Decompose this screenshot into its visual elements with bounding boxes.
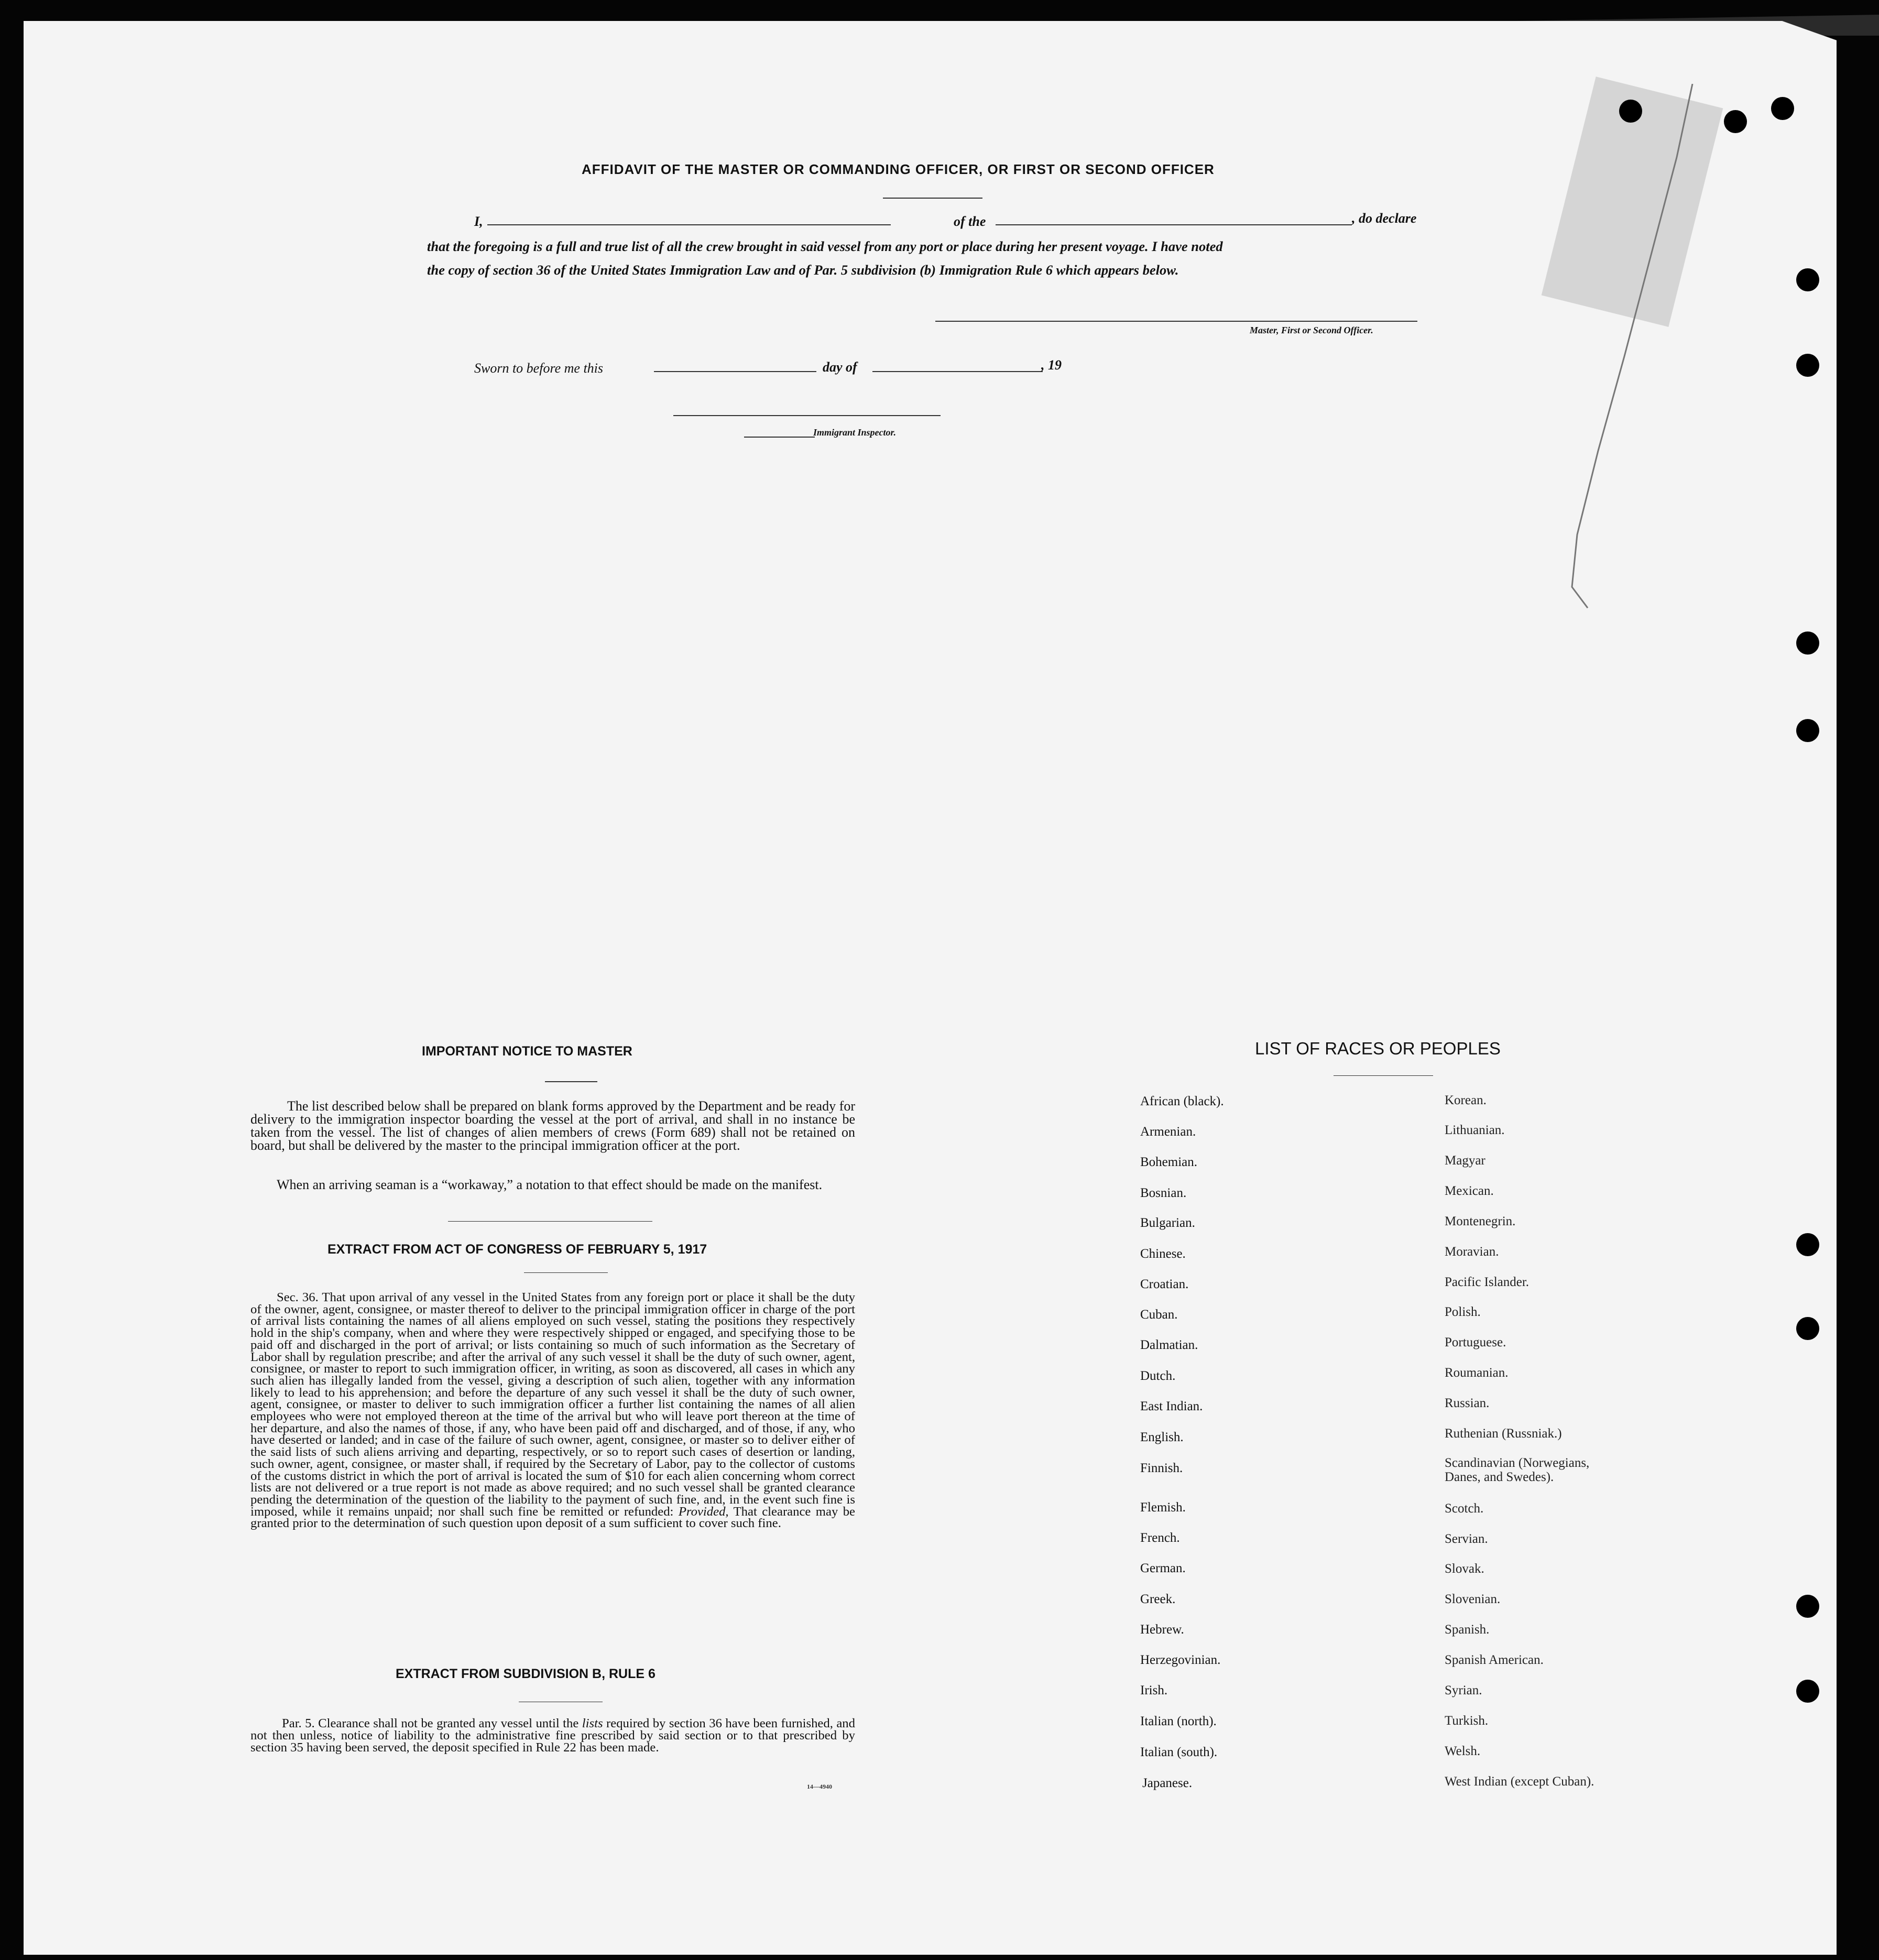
- race-item: Scotch.: [1445, 1501, 1484, 1516]
- race-item: Bohemian.: [1140, 1155, 1198, 1169]
- race-item: Croatian.: [1140, 1277, 1189, 1291]
- affidavit-title: AFFIDAVIT OF THE MASTER OR COMMANDING OFFICER, OR FIRST OR SECOND OFFICER: [582, 161, 1215, 177]
- inspector-name-field[interactable]: [744, 437, 815, 438]
- section-36-end: That clearance may be granted prior to the determination of such question upon deposit of a sum sufficient to cover such fine.: [250, 1504, 856, 1531]
- race-item: Welsh.: [1445, 1744, 1481, 1758]
- race-item: Irish.: [1140, 1683, 1168, 1697]
- race-item: Italian (north).: [1140, 1714, 1217, 1728]
- race-item: Slovenian.: [1445, 1592, 1501, 1606]
- race-item: Chinese.: [1140, 1247, 1186, 1261]
- sworn-month-field[interactable]: [872, 371, 1043, 372]
- extract-rule-title: EXTRACT FROM SUBDIVISION B, RULE 6: [396, 1667, 656, 1681]
- section-36-label: Sec. 36.: [277, 1290, 319, 1304]
- vessel-field[interactable]: [996, 224, 1352, 225]
- race-item: East Indian.: [1140, 1399, 1203, 1413]
- signature-field[interactable]: [935, 321, 1417, 322]
- race-item: Dutch.: [1140, 1369, 1176, 1383]
- affidavit-i-label: I,: [474, 214, 483, 229]
- race-item: Scandinavian (Norwegians, Danes, and Swedes).: [1445, 1456, 1590, 1484]
- race-item: Finnish.: [1140, 1461, 1183, 1475]
- day-of-label: day of: [823, 360, 857, 375]
- punch-hole: [1796, 1317, 1819, 1340]
- race-item: Korean.: [1445, 1093, 1487, 1107]
- race-item: English.: [1140, 1430, 1184, 1444]
- inspector-label: Immigrant Inspector.: [813, 427, 897, 438]
- race-item: Montenegrin.: [1445, 1214, 1516, 1228]
- race-item: Pacific Islander.: [1445, 1275, 1530, 1289]
- divider: [448, 1221, 652, 1222]
- punch-hole: [1796, 354, 1819, 377]
- affidavit-declare-label: , do declare: [1352, 211, 1417, 226]
- race-item: French.: [1140, 1531, 1180, 1545]
- race-item: Polish.: [1445, 1305, 1481, 1319]
- divider: [883, 198, 982, 199]
- race-item: Hebrew.: [1140, 1623, 1184, 1637]
- punch-hole: [1724, 110, 1747, 133]
- provided-term: Provided,: [678, 1504, 729, 1519]
- affidavit-line-2: that the foregoing is a full and true list of all the crew brought in said vessel from any port or place during her present voyage. I have noted: [427, 238, 1223, 254]
- race-item: Bosnian.: [1140, 1186, 1187, 1200]
- name-field[interactable]: [487, 224, 891, 225]
- divider: [524, 1272, 608, 1273]
- race-item: Turkish.: [1445, 1714, 1489, 1728]
- punch-hole: [1619, 100, 1642, 123]
- punch-hole: [1796, 1233, 1819, 1256]
- punch-hole: [1796, 268, 1819, 291]
- race-item: Armenian.: [1140, 1125, 1196, 1139]
- race-item: Dalmatian.: [1140, 1338, 1198, 1352]
- extract-act-title: EXTRACT FROM ACT OF CONGRESS OF FEBRUARY 5, 1917: [327, 1242, 707, 1257]
- race-item: Spanish.: [1445, 1623, 1490, 1637]
- section-36-text: [250, 1292, 855, 1530]
- inspector-signature-field[interactable]: [673, 415, 941, 416]
- race-item: Ruthenian (Russniak.): [1445, 1427, 1562, 1441]
- rule-6-text-b: required by section 36 have been furnished, and not then unless, notice of liability to the administrative fine prescribed by said section or to that prescribed by section 35 having been served, the deposit specified in Rule 22 has been made.: [250, 1716, 855, 1755]
- race-item: Herzegovinian.: [1140, 1653, 1221, 1667]
- affidavit-line-3: the copy of section 36 of the United States Immigration Law and of Par. 5 subdivision (b) Immigration Rule 6 which appears below.: [427, 262, 1179, 278]
- race-item: Cuban.: [1140, 1308, 1178, 1322]
- race-item: Japanese.: [1142, 1776, 1193, 1790]
- punch-hole: [1796, 631, 1819, 655]
- paper-crack: [1520, 84, 1698, 618]
- race-item: African (black).: [1140, 1094, 1224, 1108]
- year-label: , 19: [1041, 357, 1062, 373]
- race-item: Servian.: [1445, 1532, 1488, 1546]
- signature-label: Master, First or Second Officer.: [1250, 325, 1373, 335]
- punch-hole: [1796, 1680, 1819, 1703]
- race-item: Magyar: [1445, 1153, 1485, 1168]
- race-item: Spanish American.: [1445, 1653, 1544, 1667]
- race-item: Italian (south).: [1140, 1745, 1218, 1759]
- notice-paragraph-2: When an arriving seaman is a “workaway,” a notation to that effect should be made on the manifest.: [277, 1177, 823, 1192]
- notice-title: IMPORTANT NOTICE TO MASTER: [422, 1044, 632, 1059]
- form-code: 14—4940: [807, 1783, 832, 1790]
- notice-paragraph-1: The list described below shall be prepared on blank forms approved by the Department and be ready for delivery to the immigration inspector boarding the vessel at the port of arrival, and shall in no instance be taken from the vessel. The list of changes of alien members of crews (Form 689) shall not be retained on board, but shall be delivered by the master to the principal immigration officer at the port.: [250, 1098, 855, 1153]
- races-title: LIST OF RACES OR PEOPLES: [1255, 1039, 1501, 1058]
- race-item: Flemish.: [1140, 1500, 1186, 1515]
- rule-6-text-a: Par. 5. Clearance shall not be granted any vessel until the: [282, 1716, 579, 1730]
- section-36-body: That upon arrival of any vessel in the United States from any foreign port or place it shall be the duty of the owner, agent, consignee, or master thereof to deliver to the principal immigration officer in charge of the port of arrival lists containing the names of all aliens employed on such vessel, stating the positions they respectively hold in the ship's company, when and where they were respectively shipped or engaged, and specifying those to be paid off and discharged in the port of arrival; or lists containing so much of such information as the Secretary of Labor shall by regulation prescribe; and after the arrival of any such vessel it shall be the duty of such owner, agent, consignee, or master to report to such immigration officer, in writing, as soon as discovered, all cases in which any such alien has illegally landed from the vessel, giving a description of such alien, together with any information likely to lead to his apprehension; and before the departure of any such vessel it shall be the duty of such owner, agent, consignee, or master to deliver to such immigration officer a further list containing the names of all alien employees who were not employed thereon at the time of the arrival but who will leave port thereon at the time of her departure, and also the names of those, if any, who have been paid off and discharged, and of those, if any, who have deserted or landed; and in case of the failure of such owner, agent, consignee, or master so to deliver either of the said lists of such aliens arriving and departing, respectively, or so to report such cases of desertion or landing, such owner, agent, consignee, or master shall, if required by the Secretary of Labor, pay to the collector of customs of the customs district in which the port of arrival is located the sum of $10 for each alien concerning whom correct lists are not delivered or a true report is not made as above required; and no such vessel shall be granted clearance pending the determination of the question of the liability to the payment of such fine, and, in the event such fine is imposed, while it remains unpaid; nor shall such fine be remitted or refunded:: [250, 1290, 855, 1519]
- punch-hole: [1796, 1595, 1819, 1618]
- lists-term: lists: [582, 1716, 603, 1730]
- race-item: Greek.: [1140, 1592, 1176, 1606]
- race-item: Roumanian.: [1445, 1366, 1509, 1380]
- sworn-label: Sworn to before me this: [474, 361, 604, 376]
- race-item: West Indian (except Cuban).: [1445, 1774, 1594, 1789]
- race-item: Russian.: [1445, 1396, 1490, 1410]
- race-item: Mexican.: [1445, 1184, 1494, 1198]
- race-item: Slovak.: [1445, 1562, 1484, 1576]
- rule-6-text: [250, 1717, 855, 1754]
- race-item: Bulgarian.: [1140, 1216, 1195, 1230]
- affidavit-of-the-label: of the: [954, 214, 986, 229]
- race-item: Moravian.: [1445, 1245, 1499, 1259]
- race-item: Lithuanian.: [1445, 1123, 1505, 1137]
- punch-hole: [1796, 719, 1819, 742]
- punch-hole: [1771, 97, 1794, 120]
- race-item: German.: [1140, 1561, 1186, 1575]
- race-item: Syrian.: [1445, 1683, 1482, 1697]
- divider: [545, 1081, 597, 1082]
- sworn-day-field[interactable]: [654, 371, 816, 372]
- divider: [1334, 1075, 1433, 1076]
- race-item: Portuguese.: [1445, 1335, 1506, 1349]
